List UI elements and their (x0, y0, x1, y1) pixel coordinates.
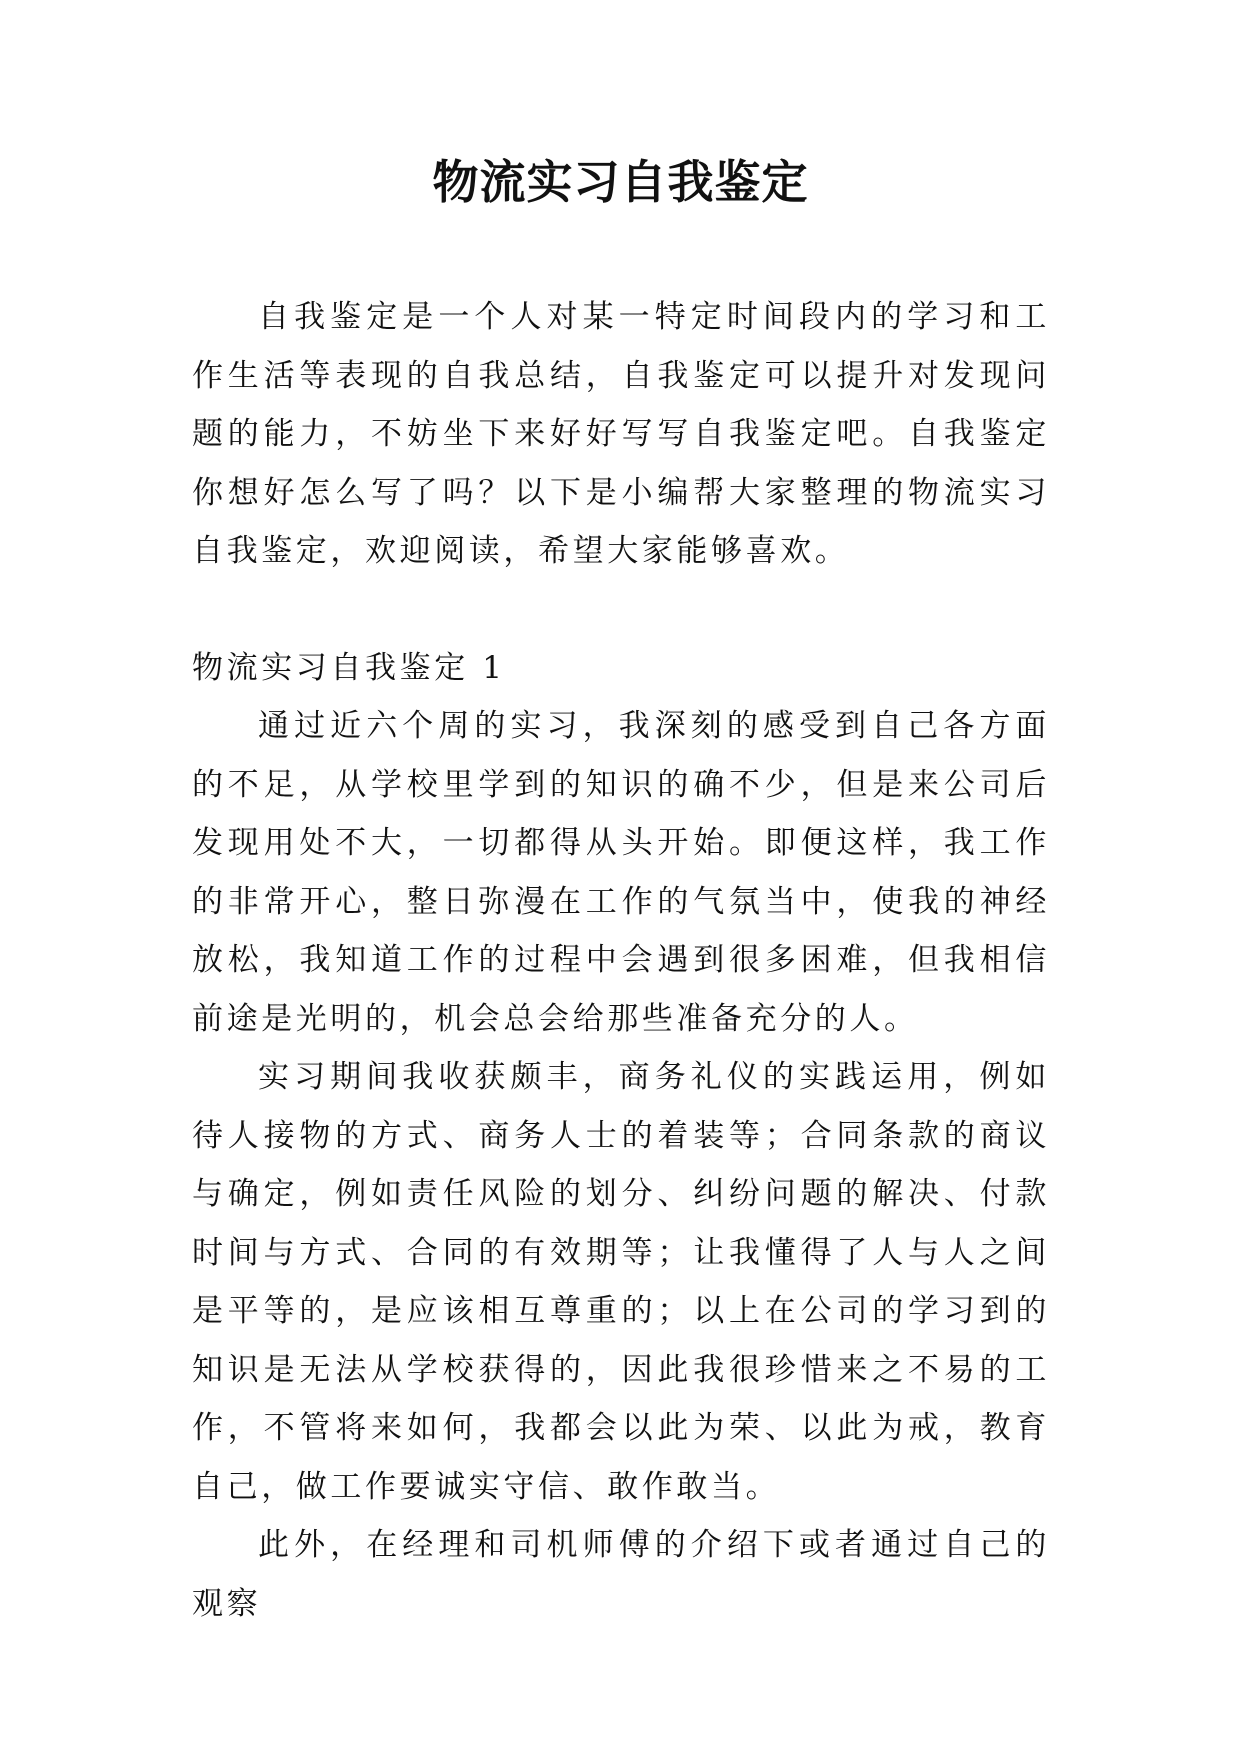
section-heading: 物流实习自我鉴定 1 (192, 649, 506, 686)
document-title: 物流实习自我鉴定 (432, 155, 809, 209)
body-paragraph: 实习期间我收获颇丰，商务礼仪的实践运用，例如待人接物的方式、商务人士的着装等；合同条款的商议与确定，例如责任风险的划分、纠纷问题的解决、付款时间与方式、合同的有效期等；让我懂得了人与人之间是平等的，是应该相互尊重的；以上在公司的学习到的知识是无法从学校获得的，因此我很珍惜来之不易的工作，不管将来如何，我都会以此为荣、以此为戒，教育自己，做工作要诚实守信、敢作敢当。 (192, 1059, 1050, 1505)
intro-paragraph: 自我鉴定是一个人对某一特定时间段内的学习和工作生活等表现的自我总结，自我鉴定可以提升对发现问题的能力，不妨坐下来好好写写自我鉴定吧。自我鉴定你想好怎么写了吗？以下是小编帮大家整理的物流实习自我鉴定，欢迎阅读，希望大家能够喜欢。 (192, 299, 1050, 569)
body-paragraph: 此外，在经理和司机师傅的介绍下或者通过自己的观察 (192, 1527, 1050, 1622)
document-body (192, 288, 1050, 1633)
body-paragraph: 通过近六个周的实习，我深刻的感受到自己各方面的不足，从学校里学到的知识的确不少，但是来公司后发现用处不大，一切都得从头开始。即便这样，我工作的非常开心，整日弥漫在工作的气氛当中，使我的神经放松，我知道工作的过程中会遇到很多困难，但我相信前途是光明的，机会总会给那些准备充分的人。 (192, 708, 1050, 1037)
